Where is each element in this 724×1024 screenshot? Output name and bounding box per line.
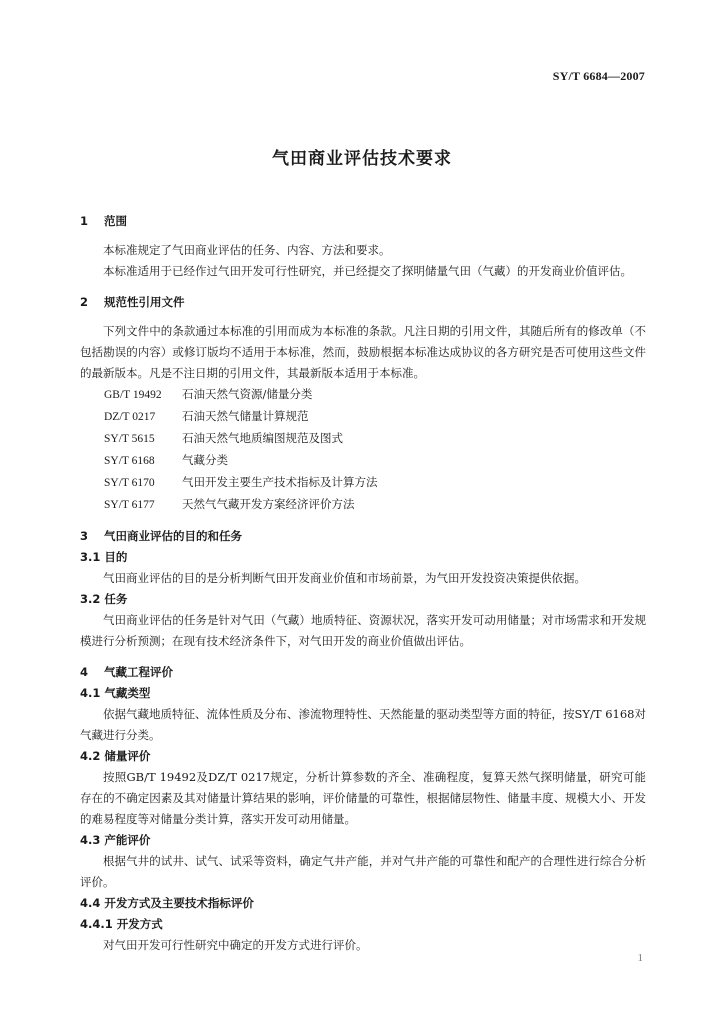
reference-name: 气藏分类 — [182, 453, 228, 467]
subsection-title: 开发方式及主要技术指标评价 — [104, 896, 254, 910]
subsection-number: 4.2 — [80, 749, 101, 763]
reference-name: 石油天然气地质编图规范及图式 — [182, 431, 343, 445]
subsection-number: 4.3 — [80, 833, 101, 847]
reference-item — [80, 450, 646, 472]
reference-name: 石油天然气储量计算规范 — [182, 409, 309, 423]
section-title: 范围 — [104, 214, 127, 228]
standard-code: SY/T 6684—2007 — [552, 69, 645, 83]
section-2-heading — [80, 292, 646, 313]
reference-item — [80, 428, 646, 450]
reference-code: SY/T 5615 — [104, 433, 155, 445]
section-title: 气田商业评估的目的和任务 — [104, 529, 242, 543]
reference-list — [80, 384, 646, 516]
subsection-number: 4.4.1 — [80, 917, 113, 931]
reference-item — [80, 384, 646, 406]
subsection-number: 3.1 — [80, 550, 101, 564]
reference-item — [80, 406, 646, 428]
section-title: 规范性引用文件 — [104, 295, 185, 309]
document-body — [80, 211, 646, 956]
subsection-3-2-heading — [80, 589, 646, 610]
subsection-3-1-heading — [80, 547, 646, 568]
reference-code: SY/T 6170 — [104, 477, 155, 489]
subsection-4-1-heading — [80, 683, 646, 704]
document-title: 气田商业评估技术要求 — [272, 149, 452, 169]
section-number: 3 — [80, 529, 89, 543]
paragraph: 下列文件中的条款通过本标准的引用而成为本标准的条款。凡注日期的引用文件，其随后所有的修改单（不包括勘误的内容）或修订版均不适用于本标准，然而，鼓励根据本标准达成协议的各方研究是否可使用这些文件的最新版本。凡是不注日期的引用文件，其最新版本适用于本标准。 — [80, 324, 646, 380]
section-number: 2 — [80, 295, 89, 309]
reference-name: 天然气气藏开发方案经济评价方法 — [182, 497, 355, 511]
subsection-title: 任务 — [104, 592, 128, 606]
section-number: 1 — [80, 214, 89, 228]
reference-name: 石油天然气资源/储量分类 — [182, 387, 313, 401]
reference-name: 气田开发主要生产技术指标及计算方法 — [182, 475, 378, 489]
subsection-number: 3.2 — [80, 592, 101, 606]
section-3-heading — [80, 526, 646, 547]
paragraph: 气田商业评估的目的是分析判断气田开发商业价值和市场前景，为气田开发投资决策提供依据。 — [103, 571, 586, 585]
reference-code: SY/T 6168 — [104, 455, 155, 467]
paragraph: 本标准适用于已经作过气田开发可行性研究，并已经提交了探明储量气田（气藏）的开发商业价值评估。 — [103, 264, 632, 278]
reference-item — [80, 494, 646, 516]
reference-code: DZ/T 0217 — [104, 411, 156, 423]
section-title: 气藏工程评价 — [104, 665, 173, 679]
subsection-title: 产能评价 — [104, 833, 151, 847]
subsection-4-4-1-heading — [80, 914, 646, 935]
subsection-number: 4.1 — [80, 686, 101, 700]
reference-code: GB/T 19492 — [104, 389, 162, 401]
paragraph: 按照GB/T 19492及DZ/T 0217规定，分析计算参数的齐全、准确程度，复算天然气探明储量，研究可能存在的不确定因素及其对储量计算结果的影响，评价储量的可靠性，根据储层物性、储量丰度、规模大小、开发的难易程度等对储量分类计算，落实开发可动用储量。 — [80, 770, 646, 826]
section-number: 4 — [80, 665, 89, 679]
paragraph: 本标准规定了气田商业评估的任务、内容、方法和要求。 — [103, 243, 391, 257]
section-1-heading — [80, 211, 646, 232]
section-4-heading — [80, 662, 646, 683]
subsection-title: 开发方式 — [116, 917, 163, 931]
subsection-title: 气藏类型 — [104, 686, 151, 700]
paragraph: 根据气井的试井、试气、试采等资料，确定气井产能，并对气井产能的可靠性和配产的合理性进行综合分析评价。 — [80, 854, 646, 889]
subsection-4-3-heading — [80, 830, 646, 851]
subsection-4-2-heading — [80, 746, 646, 767]
reference-item — [80, 472, 646, 494]
paragraph: 对气田开发可行性研究中确定的开发方式进行评价。 — [103, 938, 368, 952]
subsection-title: 储量评价 — [104, 749, 151, 763]
paragraph: 依据气藏地质特征、流体性质及分布、渗流物理特性、天然能量的驱动类型等方面的特征，按SY/T 6168对气藏进行分类。 — [80, 707, 646, 742]
subsection-number: 4.4 — [80, 896, 101, 910]
subsection-title: 目的 — [104, 550, 128, 564]
subsection-4-4-heading — [80, 893, 646, 914]
paragraph: 气田商业评估的任务是针对气田（气藏）地质特征、资源状况，落实开发可动用储量；对市场需求和开发规模进行分析预测；在现有技术经济条件下，对气田开发的商业价值做出评估。 — [80, 613, 646, 648]
page-number: 1 — [637, 952, 643, 964]
reference-code: SY/T 6177 — [104, 499, 155, 511]
